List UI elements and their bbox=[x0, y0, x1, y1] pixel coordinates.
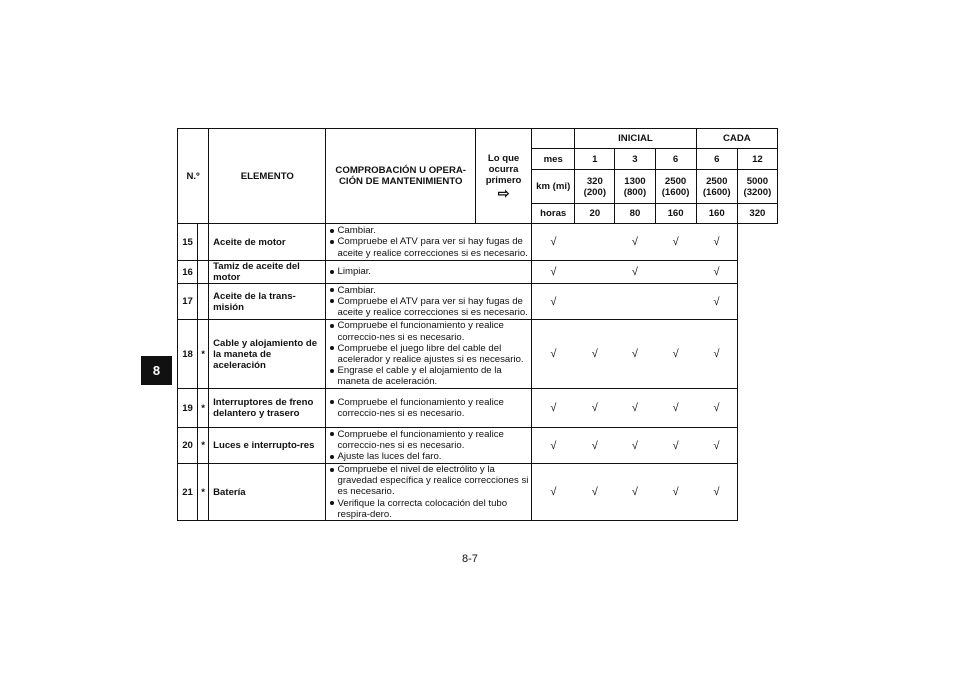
check-item: Cambiar. bbox=[330, 285, 529, 296]
check-mark: √ bbox=[532, 428, 575, 464]
check-item: Compruebe el funcionamiento y realice correccio-nes si es necesario. bbox=[330, 429, 529, 451]
check-items bbox=[326, 266, 531, 277]
check-mark bbox=[575, 261, 615, 284]
km-number: 2500 bbox=[706, 175, 728, 187]
hours-label: horas bbox=[532, 204, 575, 224]
check-item: Compruebe el ATV para ver si hay fugas de aceite y realice correcciones si es necesario. bbox=[330, 296, 529, 318]
check-mark: √ bbox=[655, 389, 696, 428]
check-item: Limpiar. bbox=[330, 266, 529, 277]
check-mark: √ bbox=[655, 224, 696, 261]
row-number: 19 bbox=[178, 389, 198, 428]
header-initial: INICIAL bbox=[575, 129, 696, 149]
check-mark: √ bbox=[696, 284, 737, 320]
check-mark: √ bbox=[532, 284, 575, 320]
check-mark: √ bbox=[615, 389, 655, 428]
mi-number: (1600) bbox=[661, 186, 690, 198]
check-mark bbox=[655, 284, 696, 320]
hours-value: 160 bbox=[655, 204, 696, 224]
check-mark: √ bbox=[615, 261, 655, 284]
row-checks-list bbox=[326, 389, 532, 428]
check-mark: √ bbox=[532, 464, 575, 521]
mes-value: 6 bbox=[655, 149, 696, 170]
check-mark: √ bbox=[615, 320, 655, 389]
mes-value: 1 bbox=[575, 149, 615, 170]
row-number: 18 bbox=[178, 320, 198, 389]
row-number: 16 bbox=[178, 261, 198, 284]
check-mark bbox=[575, 224, 615, 261]
check-mark: √ bbox=[615, 224, 655, 261]
check-items bbox=[326, 397, 531, 419]
km-value bbox=[655, 170, 696, 204]
km-value bbox=[615, 170, 655, 204]
page-number: 8-7 bbox=[462, 553, 478, 565]
row-number: 20 bbox=[178, 428, 198, 464]
hours-value: 20 bbox=[575, 204, 615, 224]
mes-label: mes bbox=[532, 149, 575, 170]
check-mark: √ bbox=[532, 389, 575, 428]
mi-number: (1600) bbox=[702, 186, 731, 198]
km-label: km (mi) bbox=[532, 170, 575, 204]
table-row bbox=[178, 320, 778, 389]
header-first bbox=[475, 129, 531, 224]
header-blank bbox=[532, 129, 575, 149]
mes-value: 12 bbox=[737, 149, 777, 170]
row-element: Batería bbox=[209, 464, 326, 521]
check-mark: √ bbox=[655, 428, 696, 464]
check-item: Compruebe el juego libre del cable del acelerador y realice ajustes si es necesario. bbox=[330, 343, 529, 365]
row-checks-list bbox=[326, 428, 532, 464]
km-number: 5000 bbox=[746, 175, 769, 187]
row-star: * bbox=[198, 464, 209, 521]
check-items bbox=[326, 225, 531, 259]
row-element: Aceite de la trans-misión bbox=[209, 284, 326, 320]
check-mark: √ bbox=[696, 428, 737, 464]
mi-number: (200) bbox=[583, 186, 607, 198]
header-no: N.º bbox=[178, 129, 209, 224]
check-mark: √ bbox=[696, 389, 737, 428]
check-item: Compruebe el funcionamiento y realice correccio-nes si es necesario. bbox=[330, 320, 529, 342]
chapter-tab: 8 bbox=[141, 356, 172, 385]
check-item: Verifique la correcta colocación del tubo respira-dero. bbox=[330, 498, 529, 520]
check-items bbox=[326, 285, 531, 319]
km-value bbox=[696, 170, 737, 204]
row-element: Tamiz de aceite del motor bbox=[209, 261, 326, 284]
row-number: 15 bbox=[178, 224, 198, 261]
hours-value: 80 bbox=[615, 204, 655, 224]
check-mark: √ bbox=[615, 428, 655, 464]
check-item: Cambiar. bbox=[330, 225, 529, 236]
mes-value: 3 bbox=[615, 149, 655, 170]
check-mark: √ bbox=[696, 320, 737, 389]
km-value bbox=[737, 170, 777, 204]
hours-value: 320 bbox=[737, 204, 777, 224]
check-item: Compruebe el funcionamiento y realice correccio-nes si es necesario. bbox=[330, 397, 529, 419]
check-mark: √ bbox=[532, 320, 575, 389]
km-number: 320 bbox=[586, 175, 603, 187]
check-mark: √ bbox=[575, 464, 615, 521]
check-items bbox=[326, 429, 531, 463]
check-item: Ajuste las luces del faro. bbox=[330, 451, 529, 462]
check-mark: √ bbox=[615, 464, 655, 521]
row-star: * bbox=[198, 320, 209, 389]
maintenance-table bbox=[177, 128, 778, 521]
check-item: Engrase el cable y el alojamiento de la maneta de aceleración. bbox=[330, 365, 529, 387]
check-items bbox=[326, 464, 531, 520]
mi-number: (3200) bbox=[743, 186, 772, 198]
km-value bbox=[575, 170, 615, 204]
row-checks-list bbox=[326, 224, 532, 261]
row-star bbox=[198, 284, 209, 320]
check-mark bbox=[615, 284, 655, 320]
header-element: ELEMENTO bbox=[209, 129, 326, 224]
row-number: 21 bbox=[178, 464, 198, 521]
check-mark: √ bbox=[696, 224, 737, 261]
header-check: COMPROBACIÓN U OPERA- CIÓN DE MANTENIMIENTO bbox=[326, 129, 475, 224]
row-star: * bbox=[198, 389, 209, 428]
row-star bbox=[198, 224, 209, 261]
check-items bbox=[326, 320, 531, 387]
mi-number: (800) bbox=[623, 186, 647, 198]
check-mark: √ bbox=[696, 464, 737, 521]
table-row bbox=[178, 428, 778, 464]
km-number: 1300 bbox=[624, 175, 646, 187]
row-element: Aceite de motor bbox=[209, 224, 326, 261]
header-first-label: Lo que ocurra primero bbox=[485, 153, 522, 186]
check-mark: √ bbox=[696, 261, 737, 284]
row-checks-list bbox=[326, 464, 532, 521]
table-row bbox=[178, 389, 778, 428]
row-checks-list bbox=[326, 284, 532, 320]
row-element: Cable y alojamiento de la maneta de aceleración bbox=[209, 320, 326, 389]
table-row bbox=[178, 261, 778, 284]
table-row bbox=[178, 464, 778, 521]
check-mark: √ bbox=[532, 261, 575, 284]
check-mark: √ bbox=[575, 428, 615, 464]
row-star: * bbox=[198, 428, 209, 464]
row-checks-list bbox=[326, 320, 532, 389]
row-element: Interruptores de freno delantero y trasero bbox=[209, 389, 326, 428]
table-row bbox=[178, 284, 778, 320]
check-mark: √ bbox=[532, 224, 575, 261]
check-mark: √ bbox=[575, 389, 615, 428]
row-checks-list bbox=[326, 261, 532, 284]
check-mark bbox=[655, 261, 696, 284]
hours-value: 160 bbox=[696, 204, 737, 224]
check-item: Compruebe el ATV para ver si hay fugas de aceite y realice correcciones si es necesario. bbox=[330, 236, 529, 258]
row-star bbox=[198, 261, 209, 284]
check-mark bbox=[575, 284, 615, 320]
check-item: Compruebe el nivel de electrólito y la gravedad específica y realice correcciones si es necesario. bbox=[330, 464, 529, 498]
check-mark: √ bbox=[655, 320, 696, 389]
row-element: Luces e interrupto-res bbox=[209, 428, 326, 464]
mes-value: 6 bbox=[696, 149, 737, 170]
check-mark: √ bbox=[575, 320, 615, 389]
right-arrow-icon: ⇨ bbox=[497, 185, 510, 201]
header-every: CADA bbox=[696, 129, 777, 149]
table-row bbox=[178, 224, 778, 261]
km-number: 2500 bbox=[664, 175, 687, 187]
row-number: 17 bbox=[178, 284, 198, 320]
check-mark: √ bbox=[655, 464, 696, 521]
